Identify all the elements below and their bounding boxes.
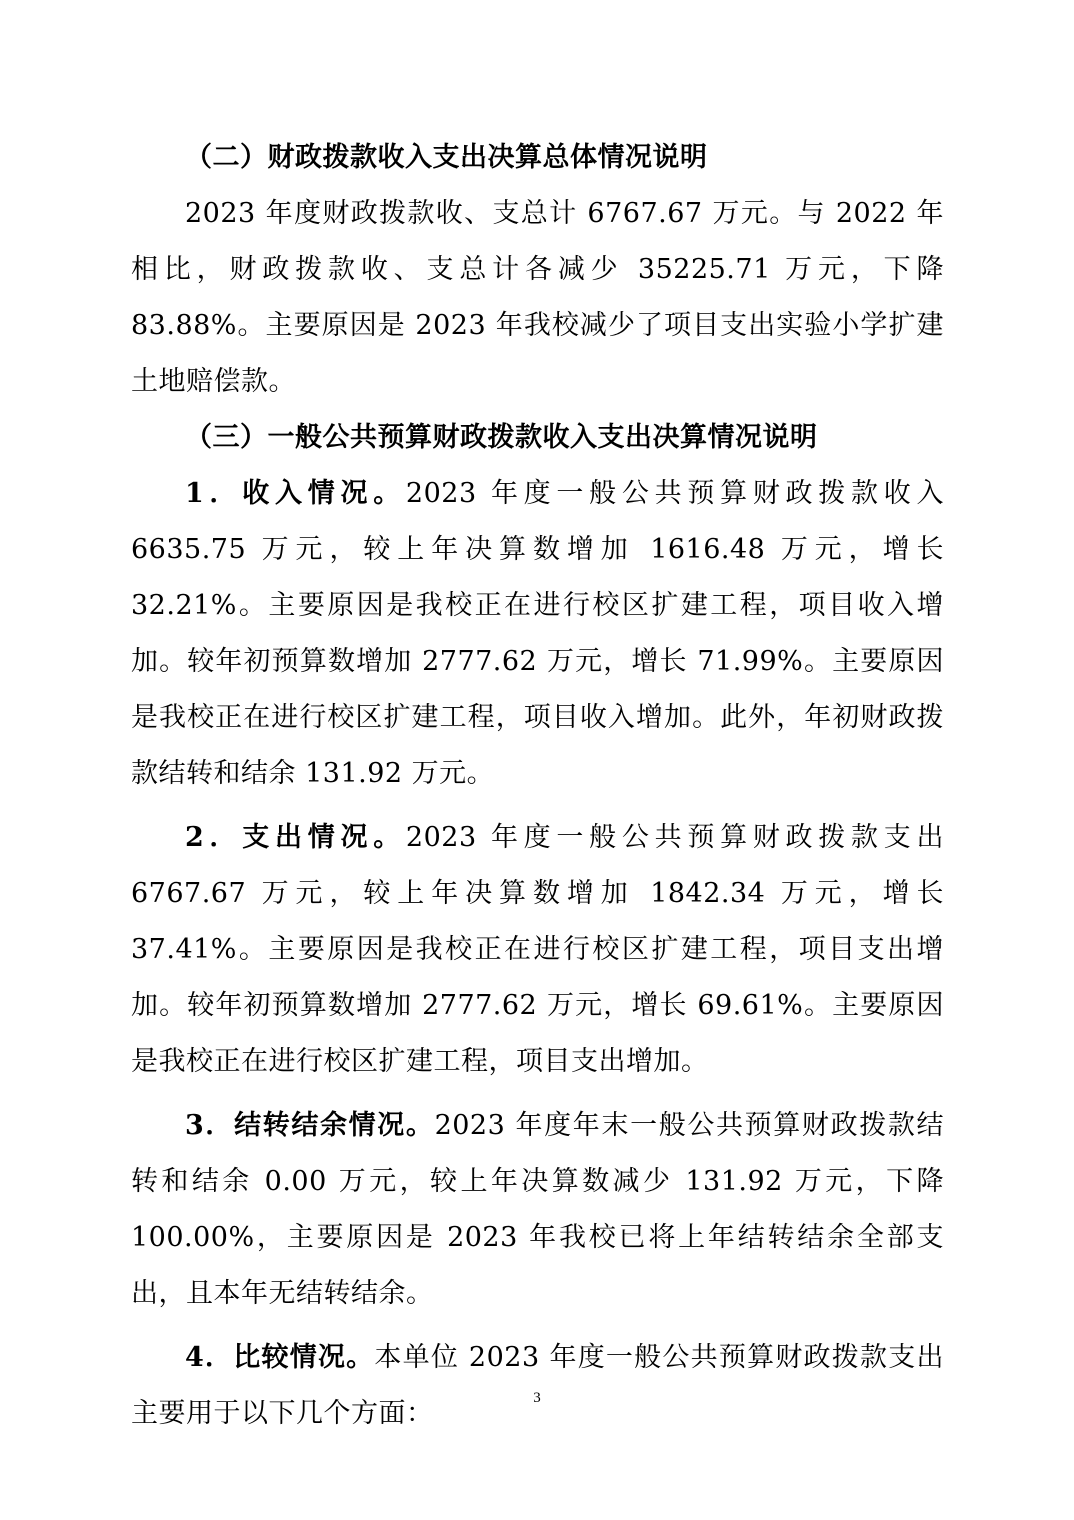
paragraph-expense bbox=[131, 810, 944, 1090]
section-heading-general-budget: （三）一般公共预算财政拨款收入支出决算情况说明 bbox=[185, 422, 818, 453]
paragraph-income bbox=[131, 466, 944, 802]
page-number: 3 bbox=[533, 1390, 541, 1406]
section-heading-fiscal-total: （二）财政拨款收入支出决算总体情况说明 bbox=[185, 142, 708, 173]
paragraph-comparison bbox=[131, 1330, 944, 1442]
balance-text: 2023 年度年末一般公共预算财政拨款结转和结余 0.00 万元，较上年决算数减少 131.92 万元，下降 100.00%，主要原因是 2023 年我校已将上年结转结余全部支出，且本年无结转结余。 bbox=[131, 1110, 945, 1309]
balance-lead: 3．结转结余情况。 bbox=[185, 1110, 435, 1141]
expense-lead: 2．支出情况。 bbox=[185, 822, 406, 853]
income-text: 2023 年度一般公共预算财政拨款收入 6635.75 万元，较上年决算数增加 1616.48 万元，增长 32.21%。主要原因是我校正在进行校区扩建工程，项目收入增加。较年初预算数增加 2777.62 万元，增长 71.99%。主要原因是我校正在进行校区扩建工程，项目收入增加。此外，年初财政拨款结转和结余 131.92 万元。 bbox=[131, 478, 944, 789]
comparison-lead: 4．比较情况。 bbox=[185, 1342, 375, 1373]
paragraph-balance bbox=[131, 1098, 944, 1322]
expense-text: 2023 年度一般公共预算财政拨款支出 6767.67 万元，较上年决算数增加 1842.34 万元，增长 37.41%。主要原因是我校正在进行校区扩建工程，项目支出增加。较年初预算数增加 2777.62 万元，增长 69.61%。主要原因是我校正在进行校区扩建工程，项目支出增加。 bbox=[131, 822, 944, 1077]
document-body bbox=[131, 130, 944, 1442]
paragraph-fiscal-total: 2023 年度财政拨款收、支总计 6767.67 万元。与 2022 年相比，财政拨款收、支总计各减少 35225.71 万元，下降 83.88%。主要原因是 2023 年我校减少了项目支出实验小学扩建土地赔偿款。 bbox=[131, 198, 944, 397]
comparison-text: 本单位 2023 年度一般公共预算财政拨款支出主要用于以下几个方面： bbox=[131, 1342, 944, 1429]
income-lead: 1．收入情况。 bbox=[185, 478, 406, 509]
